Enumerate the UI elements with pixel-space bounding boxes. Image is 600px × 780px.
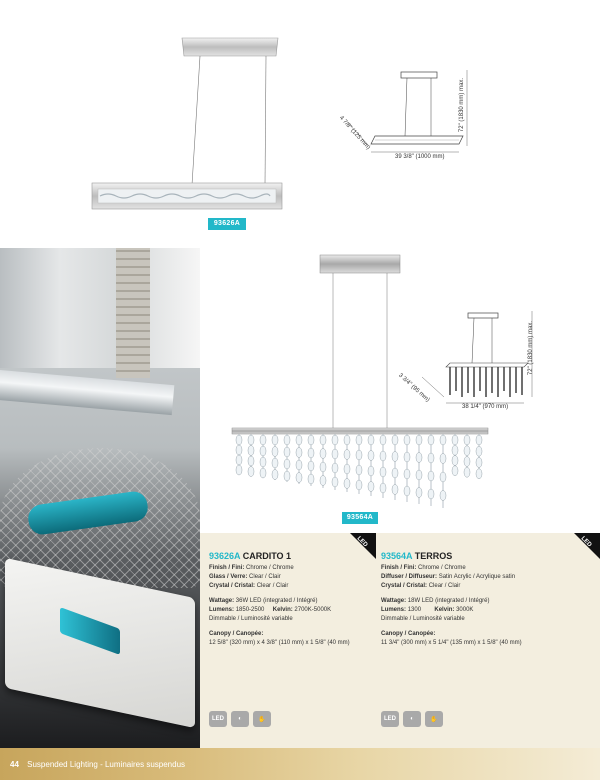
crystal-bead — [428, 453, 434, 463]
crystal-bead — [308, 448, 314, 458]
product2-depth-label: 3 3/4" (95 mm) — [397, 372, 431, 404]
product2-lumens: 1300 — [407, 607, 422, 613]
product1-feature-icons — [209, 711, 271, 727]
crystal-bead — [236, 465, 242, 475]
crystal-bead — [380, 451, 386, 461]
crystal-bead — [236, 455, 242, 465]
crystal-bead — [392, 468, 398, 478]
hand-wave-icon: ✋ — [253, 711, 271, 727]
finish-label: Finish / Fini: — [209, 565, 245, 571]
product2-title-name: TERROS — [414, 551, 453, 561]
crystal-bead — [416, 470, 422, 480]
crystal-bead — [356, 465, 362, 475]
crystal-bead — [344, 479, 350, 489]
crystal-bead — [260, 446, 266, 456]
product1-title — [209, 551, 379, 561]
crystal-bead — [380, 435, 386, 445]
crystal-bead — [404, 452, 410, 462]
crystal-bead — [452, 435, 458, 445]
crystal-bead — [440, 472, 446, 482]
product1-crystal: Clear / Clair — [256, 583, 289, 589]
crystal-bead — [248, 446, 254, 456]
crystal-bead — [344, 435, 350, 445]
product2-title — [381, 551, 581, 561]
crystal-bead — [416, 435, 422, 445]
crystal-bead — [296, 473, 302, 483]
crystal-label: Crystal / Cristal: — [381, 583, 428, 589]
crystal-bead — [320, 449, 326, 459]
crystal-bead — [284, 459, 290, 469]
product1-glass: Clear / Clair — [249, 574, 281, 580]
crystal-bead — [440, 454, 446, 464]
product2-height-label: 72" (1830 mm) max. — [528, 320, 535, 376]
led-icon: LED — [381, 711, 399, 727]
product1-kelvin: 2700K-5000K — [294, 607, 332, 613]
product2-diffuser: Satin Acrylic / Acrylique satin — [438, 574, 516, 580]
crystal-bead — [404, 469, 410, 479]
led-icon: LED — [209, 711, 227, 727]
kelvin-label: Kelvin: — [434, 607, 455, 613]
kelvin-label: Kelvin: — [272, 607, 293, 613]
led-badge-right-label: LED — [579, 535, 593, 549]
crystal-bead — [404, 435, 410, 445]
crystal-bead — [344, 450, 350, 460]
crystal-bead — [284, 471, 290, 481]
stone-wall — [116, 248, 150, 378]
crystal-bead — [416, 488, 422, 498]
product1-height-label: 72" (1830 mm) max. — [459, 77, 466, 133]
crystal-bead — [464, 446, 470, 456]
crystal-bead — [272, 435, 278, 445]
crystal-bead — [248, 456, 254, 466]
crystal-bead — [332, 463, 338, 473]
product2-title-code: 93564A — [381, 551, 413, 561]
crystal-bead — [284, 435, 290, 445]
crystal-bead — [368, 451, 374, 461]
led-badge-left-label: LED — [355, 535, 369, 549]
crystal-bead — [368, 466, 374, 476]
crystal-bead — [320, 462, 326, 472]
crystal-bead — [296, 448, 302, 458]
crystal-bead — [464, 457, 470, 467]
crystal-bead — [284, 447, 290, 457]
crystal-bead — [428, 471, 434, 481]
crystal-bead — [296, 435, 302, 445]
product1-specs — [209, 551, 379, 648]
crystal-label: Crystal / Cristal: — [209, 583, 256, 589]
crystal-bead — [392, 452, 398, 462]
crystal-bead — [416, 453, 422, 463]
crystal-bead — [452, 445, 458, 455]
product2-canopy: 11 3/4" (300 mm) x 5 1/4" (135 mm) x 1 5/8" (40 mm) — [381, 640, 522, 646]
crystal-bead — [332, 477, 338, 487]
product1-depth-label: 4 7/8" (125 mm) — [337, 115, 371, 151]
crystal-bead — [368, 435, 374, 445]
dimmer-icon: ◐ — [403, 711, 421, 727]
section-title: Suspended Lighting - Luminaires suspendus — [27, 760, 186, 769]
product1-dimension-diagram — [335, 60, 485, 170]
crystal-bead — [260, 457, 266, 467]
canopy-label: Canopy / Canopée: — [381, 631, 436, 637]
crystal-bead — [380, 467, 386, 477]
crystal-bead — [476, 469, 482, 479]
product1-lumens: 1850-2500 — [235, 607, 265, 613]
crystal-bead — [320, 435, 326, 445]
product1-wattage: 36W LED (integrated / Intégré) — [235, 598, 318, 604]
product2-specs — [381, 551, 581, 648]
canopy-label: Canopy / Canopée: — [209, 631, 264, 637]
crystal-bead — [452, 456, 458, 466]
product2-wattage: 18W LED (integrated / Intégré) — [407, 598, 490, 604]
lumens-label: Lumens: — [209, 607, 235, 613]
crystal-bead — [440, 491, 446, 501]
crystal-bead — [272, 458, 278, 468]
crystal-bead — [428, 489, 434, 499]
spec-panel — [200, 533, 600, 748]
crystal-bead — [356, 435, 362, 445]
crystal-bead — [248, 467, 254, 477]
hand-wave-icon: ✋ — [425, 711, 443, 727]
crystal-bead — [272, 470, 278, 480]
crystal-bead — [428, 435, 434, 445]
crystal-bead — [356, 450, 362, 460]
crystal-bead — [308, 461, 314, 471]
product2-feature-icons — [381, 711, 443, 727]
crystal-bead — [440, 435, 446, 445]
product2-finish: Chrome / Chrome — [418, 565, 466, 571]
product1-title-code: 93626A — [209, 551, 241, 561]
product1-title-name: CARDITO 1 — [242, 551, 292, 561]
product1-image — [80, 30, 290, 215]
crystal-bead — [392, 435, 398, 445]
product1-finish: Chrome / Chrome — [246, 565, 294, 571]
crystal-bead — [476, 458, 482, 468]
finish-label: Finish / Fini: — [381, 565, 417, 571]
product2-dimmable: Dimmable / Luminosité variable — [381, 616, 465, 622]
product2-crystal: Clear / Clair — [428, 583, 461, 589]
diffuser-label: Diffuser / Diffuseur: — [381, 574, 438, 580]
glass-label: Glass / Verre: — [209, 574, 248, 580]
lumens-label: Lumens: — [381, 607, 407, 613]
crystal-bead — [404, 486, 410, 496]
crystal-bead — [260, 468, 266, 478]
dimmer-icon: ◐ — [231, 711, 249, 727]
product1-canopy: 12 5/8" (320 mm) x 4 3/8" (110 mm) x 1 5/8" (40 mm) — [209, 640, 350, 646]
product2-width-label: 38 1/4" (970 mm) — [462, 404, 509, 410]
crystal-bead — [356, 480, 362, 490]
crystal-bead — [476, 435, 482, 445]
crystal-bead — [296, 460, 302, 470]
product1-dimmable: Dimmable / Luminosité variable — [209, 616, 293, 622]
room-photo — [0, 248, 200, 748]
crystal-bead — [260, 435, 266, 445]
product2-kelvin: 3000K — [456, 607, 474, 613]
crystal-bead — [476, 446, 482, 456]
crystal-bead — [392, 485, 398, 495]
crystal-bead — [452, 466, 458, 476]
wattage-label: Wattage: — [209, 598, 235, 604]
crystal-bead — [464, 467, 470, 477]
product2-dimension-diagram — [397, 305, 550, 415]
crystal-bead — [332, 449, 338, 459]
window-frame — [0, 248, 200, 368]
crystal-bead — [236, 435, 242, 445]
crystal-bead — [248, 435, 254, 445]
crystal-bead — [272, 447, 278, 457]
page-footer — [0, 748, 600, 780]
crystal-bead — [332, 435, 338, 445]
page-number: 44 — [10, 760, 19, 769]
product1-width-label: 39 3/8" (1000 mm) — [395, 154, 445, 160]
product2-code-tag: 93564A — [342, 512, 378, 524]
crystal-bead — [344, 464, 350, 474]
crystal-bead — [320, 476, 326, 486]
cardito-fixture-drawing — [80, 30, 290, 215]
crystal-bead — [308, 474, 314, 484]
wattage-label: Wattage: — [381, 598, 407, 604]
crystal-bead — [368, 482, 374, 492]
product1-code-tag: 93626A — [208, 218, 246, 230]
crystal-bead — [236, 445, 242, 455]
crystal-bead — [380, 483, 386, 493]
crystal-bead — [464, 435, 470, 445]
crystal-bead — [308, 435, 314, 445]
